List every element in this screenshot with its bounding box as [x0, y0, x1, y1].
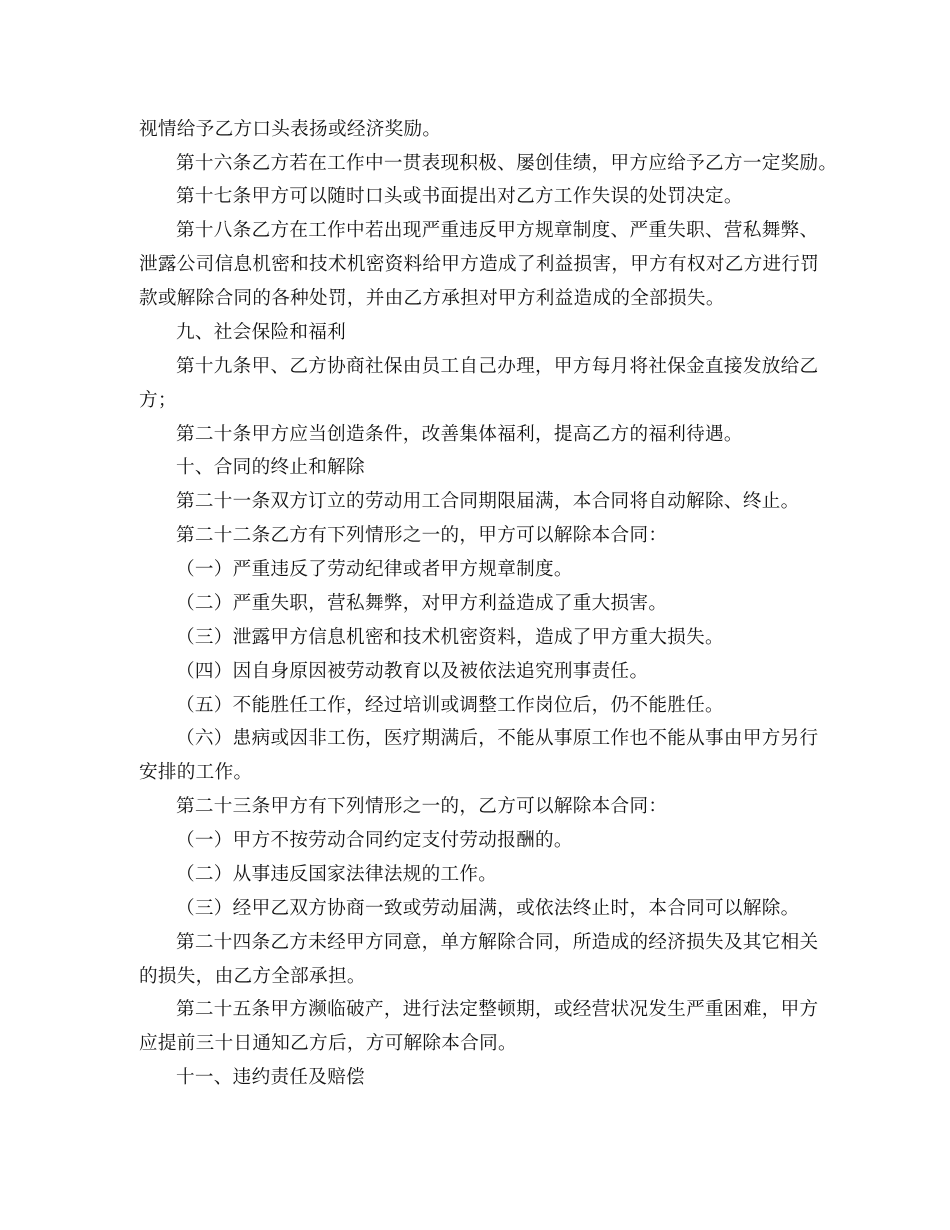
- list-item: （二）严重失职，营私舞弊，对甲方利益造成了重大损害。: [176, 593, 668, 614]
- list-item: （一）严重违反了劳动纪律或者甲方规章制度。: [176, 559, 573, 580]
- section-heading: 十、合同的终止和解除: [176, 457, 365, 478]
- text-line: 方；: [139, 390, 177, 411]
- text-line: 安排的工作。: [139, 762, 253, 783]
- text-line: 第二十条甲方应当创造条件，改善集体福利，提高乙方的福利待遇。: [176, 424, 743, 445]
- text-line: 第十六条乙方若在工作中一贯表现积极、屡创佳绩，甲方应给予乙方一定奖励。: [176, 153, 838, 174]
- text-line: 第二十一条双方订立的劳动用工合同期限届满，本合同将自动解除、终止。: [176, 491, 800, 512]
- list-item: （六）患病或因非工伤，医疗期满后，不能从事原工作也不能从事由甲方另行: [176, 728, 819, 749]
- text-line: 泄露公司信息机密和技术机密资料给甲方造成了利益损害，甲方有权对乙方进行罚: [139, 254, 820, 275]
- list-item: （五）不能胜任工作，经过培训或调整工作岗位后，仍不能胜任。: [176, 695, 724, 716]
- text-line: 第二十三条甲方有下列情形之一的，乙方可以解除本合同：: [176, 796, 668, 817]
- text-line: 视情给予乙方口头表扬或经济奖励。: [139, 119, 442, 140]
- text-line: 第十七条甲方可以随时口头或书面提出对乙方工作失误的处罚决定。: [176, 186, 743, 207]
- list-item: （二）从事违反国家法律法规的工作。: [176, 864, 498, 885]
- list-item: （一）甲方不按劳动合同约定支付劳动报酬的。: [176, 830, 573, 851]
- text-line: 款或解除合同的各种处罚，并由乙方承担对甲方利益造成的全部损失。: [139, 288, 725, 309]
- text-line: 应提前三十日通知乙方后，方可解除本合同。: [139, 1033, 517, 1054]
- section-heading: 十一、违约责任及赔偿: [176, 1067, 365, 1088]
- section-heading: 九、社会保险和福利: [176, 322, 347, 343]
- list-item: （三）经甲乙双方协商一致或劳动届满，或依法终止时，本合同可以解除。: [176, 898, 800, 919]
- text-line: 第二十五条甲方濒临破产，进行法定整顿期，或经营状况发生严重困难，甲方: [176, 999, 819, 1020]
- text-line: 的损失，由乙方全部承担。: [139, 966, 366, 987]
- list-item: （三）泄露甲方信息机密和技术机密资料，造成了甲方重大损失。: [176, 627, 724, 648]
- text-line: 第十九条甲、乙方协商社保由员工自己办理，甲方每月将社保金直接发放给乙: [176, 356, 819, 377]
- text-line: 第十八条乙方在工作中若出现严重违反甲方规章制度、严重失职、营私舞弊、: [176, 220, 819, 241]
- list-item: （四）因自身原因被劳动教育以及被依法追究刑事责任。: [176, 661, 649, 682]
- text-line: 第二十二条乙方有下列情形之一的，甲方可以解除本合同：: [176, 525, 668, 546]
- text-line: 第二十四条乙方未经甲方同意，单方解除合同，所造成的经济损失及其它相关: [176, 932, 819, 953]
